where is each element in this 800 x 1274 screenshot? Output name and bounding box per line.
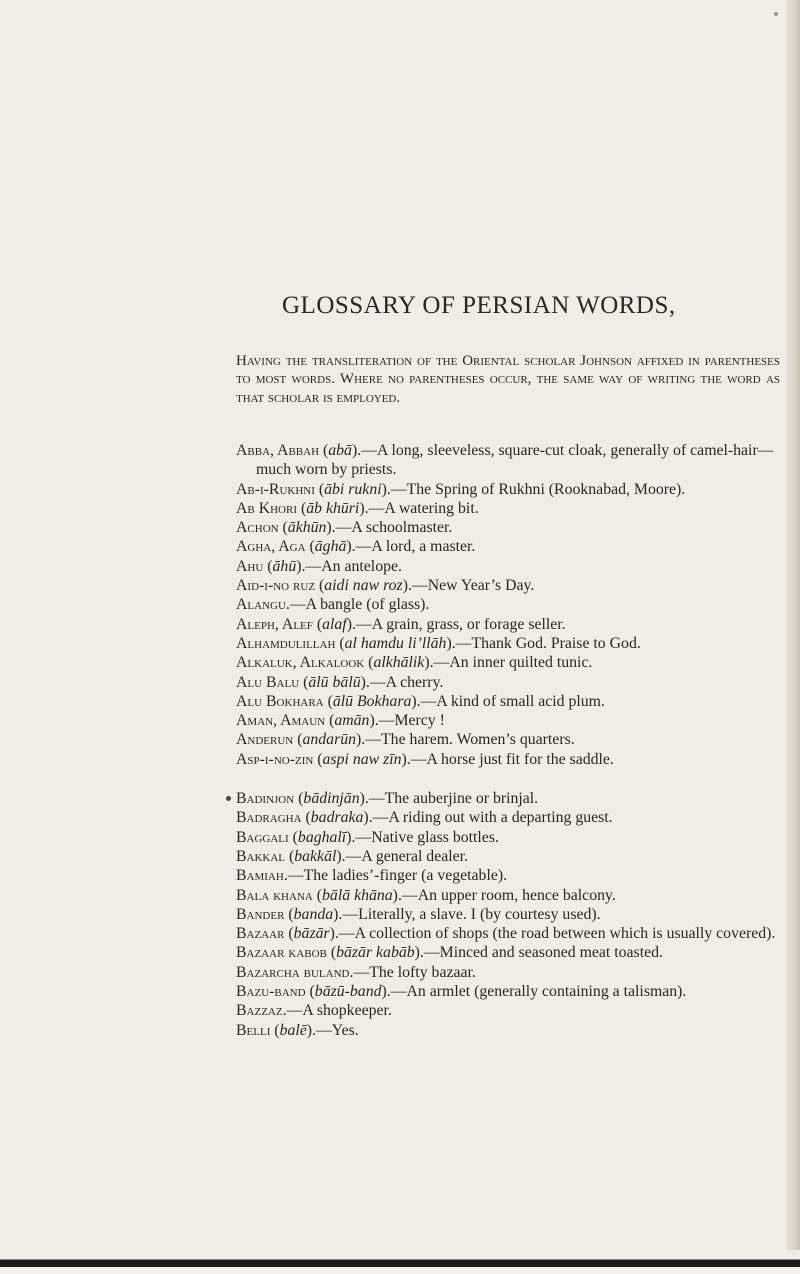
entry-headword: Bander (236, 905, 285, 923)
group-divider (236, 769, 784, 789)
entry-definition: A watering bit. (384, 499, 479, 517)
entry-transliteration: bādinjān (303, 790, 360, 808)
entry-headword: Achon (236, 519, 279, 537)
entry-headword: Bazaar kabob (236, 944, 327, 962)
glossary-entry: Asp-i-no-zin (aspi naw zīn).—A horse just fit for the saddle. (236, 750, 614, 768)
entry-definition: The lofty bazaar. (369, 963, 476, 981)
glossary-entry: Bazarcha buland.—The lofty bazaar. (236, 963, 476, 981)
entry-definition: Literally, a slave. I (by courtesy used). (358, 905, 601, 923)
entry-headword: Ahu (236, 557, 264, 575)
entry-definition: A schoolmaster. (351, 519, 453, 537)
entry-definition: An armlet (generally containing a talisman). (406, 983, 687, 1001)
entry-definition: The Spring of Rukhni (Rooknabad, Moore). (406, 480, 686, 498)
entry-transliteration: andarūn (302, 731, 357, 749)
glossary-entry: Aman, Amaun (amān).—Mercy ! (236, 712, 445, 730)
entry-definition: Native glass bottles. (371, 828, 499, 846)
glossary-entry: Ab-i-Rukhni (ābi rukni).—The Spring of Rukhni (Rooknabad, Moore). (236, 480, 686, 498)
entry-transliteration: bakkāl (294, 847, 337, 865)
entry-transliteration: balē (279, 1021, 307, 1039)
glossary-entry: Alhamdulillah (al hamdu li’llāh).—Thank God. Praise to God. (236, 634, 641, 652)
entry-definition: The auberjine or brinjal. (384, 790, 539, 808)
entry-headword: Baggali (236, 828, 289, 846)
entry-definition: An antelope. (321, 557, 402, 575)
entry-definition: A bangle (of glass). (305, 596, 430, 614)
glossary-entry: Bazaar kabob (bāzār kabāb).—Minced and seasoned meat toasted. (236, 944, 663, 962)
page-edge (786, 0, 800, 1274)
entry-transliteration: al hamdu li’llāh (344, 634, 447, 652)
glossary-entry: Abba, Abbah (abā).—A long, sleeveless, square-cut cloak, generally of camel-hair—much worn by priests. (236, 442, 774, 479)
entry-definition: A long, sleeveless, square-cut cloak, generally of camel-hair—much worn by priests. (256, 442, 774, 479)
entry-transliteration: bāzār kabāb (336, 944, 415, 962)
entry-headword: Alhamdulillah (236, 634, 336, 652)
entry-headword: Bazu-band (236, 983, 306, 1001)
entry-transliteration: ākhūn (287, 519, 327, 537)
page-title: GLOSSARY OF PERSIAN WORDS, (282, 292, 676, 319)
glossary-entry: Agha, Aga (āghā).—A lord, a master. (236, 538, 476, 556)
glossary-entry: Ahu (āhū).—An antelope. (236, 557, 402, 575)
glossary-entry: Alu Balu (ālū bālū).—A cherry. (236, 673, 444, 691)
entry-definition: A riding out with a departing guest. (388, 809, 613, 827)
glossary-entry: Alkaluk, Alkalook (alkhālik).—An inner quilted tunic. (236, 654, 593, 672)
entry-definition: Mercy ! (394, 712, 445, 730)
entry-headword: Badinjon (236, 790, 295, 808)
entry-transliteration: badraka (310, 809, 364, 827)
glossary-entry: Bazzaz.—A shopkeeper. (236, 1002, 392, 1020)
glossary-entry: Ab Khori (āb khūri).—A watering bit. (236, 499, 479, 517)
glossary-entry: Bazaar (bāzār).—A collection of shops (the road between which is usually covered). (236, 925, 776, 943)
entry-headword: Ab-i-Rukhni (236, 480, 315, 498)
ink-mark (226, 796, 231, 801)
entry-transliteration: banda (293, 905, 334, 923)
entry-group-b (236, 789, 784, 1040)
glossary-entry: Badragha (badraka).—A riding out with a departing guest. (236, 809, 613, 827)
entry-headword: Aid-i-no ruz (236, 577, 316, 595)
glossary-entry: Bamiah.—The ladies’-finger (a vegetable). (236, 867, 508, 885)
entry-definition: A grain, grass, or forage seller. (371, 615, 566, 633)
entry-headword: Alkaluk, Alkalook (236, 654, 365, 672)
entry-definition: New Year’s Day. (427, 577, 535, 595)
glossary-entry: Bakkal (bakkāl).—A general dealer. (236, 847, 468, 865)
entry-transliteration: abā (328, 442, 352, 459)
glossary-entry: Belli (balē).—Yes. (236, 1021, 359, 1039)
entry-definition: A general dealer. (361, 847, 468, 865)
glossary-entries (236, 441, 784, 1040)
entry-transliteration: bāzū-band (314, 983, 382, 1001)
entry-transliteration: alkhālik (373, 654, 425, 672)
entry-transliteration: āghā (314, 538, 347, 556)
entry-definition: A kind of small acid plum. (436, 692, 605, 710)
entry-headword: Anderun (236, 731, 294, 749)
glossary-entry: Baggali (baghalī).—Native glass bottles. (236, 828, 499, 846)
entry-transliteration: āb khūri (306, 499, 360, 517)
entry-headword: Alangu (236, 596, 286, 614)
entry-definition: The harem. Women’s quarters. (381, 731, 575, 749)
glossary-entry: Alangu.—A bangle (of glass). (236, 596, 430, 614)
entry-headword: Bakkal (236, 847, 286, 865)
entry-transliteration: baghalī (297, 828, 347, 846)
glossary-entry: Bala khana (bālā khāna).—An upper room, hence balcony. (236, 886, 616, 904)
entry-headword: Aleph, Alef (236, 615, 313, 633)
ink-speck (774, 12, 778, 16)
entry-definition: Yes. (331, 1021, 359, 1039)
preface-note: Having the transliteration of the Oriental scholar Johnson affixed in parentheses to most words. Where no parentheses occur, the same way of writing the word as that scholar is employed. (236, 353, 780, 406)
scan-edge (0, 1250, 800, 1274)
entry-headword: Bala khana (236, 886, 313, 904)
entry-definition: A lord, a master. (371, 538, 476, 556)
glossary-entry: Achon (ākhūn).—A schoolmaster. (236, 519, 453, 537)
entry-transliteration: aidi naw roz (324, 577, 403, 595)
entry-headword: Asp-i-no-zin (236, 750, 314, 768)
entry-transliteration: amān (334, 712, 370, 730)
entry-headword: Ab Khori (236, 499, 297, 517)
entry-transliteration: bālā khāna (322, 886, 393, 904)
entry-headword: Bamiah (236, 867, 284, 885)
entry-headword: Badragha (236, 809, 302, 827)
entry-transliteration: āhū (272, 557, 297, 575)
entry-transliteration: ālū Bokhara (332, 692, 412, 710)
entry-definition: An inner quilted tunic. (449, 654, 593, 672)
entry-definition: An upper room, hence balcony. (417, 886, 616, 904)
entry-headword: Alu Bokhara (236, 692, 324, 710)
entry-transliteration: alaf (322, 615, 347, 633)
entry-headword: Abba, Abbah (236, 442, 320, 459)
entry-transliteration: ābi rukni (324, 480, 382, 498)
entry-headword: Bazaar (236, 925, 285, 943)
entry-headword: Bazarcha buland (236, 963, 350, 981)
entry-headword: Belli (236, 1021, 271, 1039)
entry-transliteration: ālū bālū (308, 673, 361, 691)
entry-headword: Agha, Aga (236, 538, 306, 556)
entry-headword: Bazzaz (236, 1002, 283, 1020)
entry-transliteration: aspi naw zīn (322, 750, 402, 768)
entry-group-a (236, 441, 784, 769)
entry-headword: Aman, Amaun (236, 712, 326, 730)
entry-headword: Alu Balu (236, 673, 300, 691)
glossary-entry: Bazu-band (bāzū-band).—An armlet (generally containing a talisman). (236, 983, 687, 1001)
entry-definition: Minced and seasoned meat toasted. (439, 944, 663, 962)
entry-definition: The ladies’-finger (a vegetable). (303, 867, 508, 885)
glossary-entry: Alu Bokhara (ālū Bokhara).—A kind of small acid plum. (236, 692, 605, 710)
entry-definition: A shopkeeper. (302, 1002, 392, 1020)
glossary-entry: Aid-i-no ruz (aidi naw roz).—New Year’s Day. (236, 577, 535, 595)
glossary-entry: Badinjon (bādinjān).—The auberjine or brinjal. (236, 790, 539, 808)
glossary-entry: Anderun (andarūn).—The harem. Women’s quarters. (236, 731, 575, 749)
glossary-entry: Aleph, Alef (alaf).—A grain, grass, or forage seller. (236, 615, 566, 633)
entry-transliteration: bāzār (293, 925, 330, 943)
glossary-entry: Bander (banda).—Literally, a slave. I (by courtesy used). (236, 905, 601, 923)
entry-definition: A horse just fit for the saddle. (426, 750, 614, 768)
entry-definition: Thank God. Praise to God. (471, 634, 641, 652)
entry-definition: A collection of shops (the road between which is usually covered). (354, 925, 776, 943)
entry-definition: A cherry. (385, 673, 444, 691)
